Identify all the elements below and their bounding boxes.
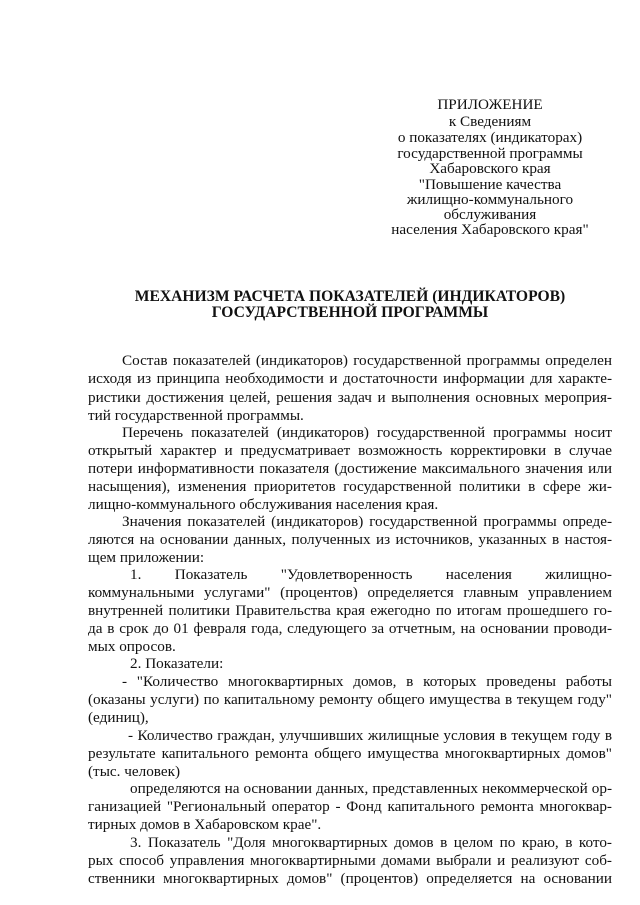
body-line: тий государственной программы. bbox=[88, 407, 304, 424]
body-line: открытый характер и предусматривает возможность корректировки в случае bbox=[88, 442, 612, 459]
appendix-line: государственной программы bbox=[397, 145, 583, 162]
appendix-line: жилищно-коммунального bbox=[406, 191, 574, 208]
body-line: внутренней политики Правительства края ежегодно по итогам прошедшего го- bbox=[88, 602, 612, 619]
document-heading: МЕХАНИЗМ РАСЧЕТА ПОКАЗАТЕЛЕЙ (ИНДИКАТОРОВ) bbox=[134, 288, 566, 305]
body-line: (оказаны услуги) по капитальному ремонту общего имущества в текущем году" bbox=[88, 691, 612, 708]
body-line: ристики достижения целей, решения задач и выполнения основных мероприя- bbox=[88, 389, 612, 406]
body-line: коммунальными услугами" (процентов) определяется главным управлением bbox=[88, 584, 612, 601]
body-line: - Количество граждан, улучшивших жилищные условия в текущем году в bbox=[128, 727, 612, 744]
body-line: тирных домов в Хабаровском крае". bbox=[88, 816, 322, 833]
body-line: (тыс. человек) bbox=[88, 763, 181, 780]
body-line: определяются на основании данных, представленных некоммерческой ор- bbox=[130, 780, 612, 797]
body-line: - "Количество многоквартирных домов, в которых проведены работы bbox=[122, 673, 612, 690]
body-line: 3. Показатель "Доля многоквартирных домов в целом по краю, в кото- bbox=[130, 834, 612, 851]
body-line: потери информативности показателя (достижение максимального значения или bbox=[88, 460, 612, 477]
body-line: Состав показателей (индикаторов) государственной программы определен bbox=[122, 352, 612, 369]
appendix-line: к Сведениям bbox=[448, 113, 532, 130]
document-heading: ГОСУДАРСТВЕННОЙ ПРОГРАММЫ bbox=[211, 304, 489, 321]
body-line: насыщения), изменения приоритетов государственной политики в сфере жи- bbox=[88, 478, 612, 495]
appendix-title: ПРИЛОЖЕНИЕ bbox=[437, 96, 543, 113]
appendix-line: Хабаровского края bbox=[429, 160, 551, 177]
appendix-line: населения Хабаровского края" bbox=[391, 221, 589, 238]
body-line: (единиц), bbox=[88, 709, 149, 726]
body-line: 2. Показатели: bbox=[130, 655, 224, 672]
appendix-line: обслуживания bbox=[443, 206, 537, 223]
body-line: лищно-коммунального обслуживания населения края. bbox=[88, 496, 439, 513]
body-line: да в срок до 01 февраля года, следующего за отчетным, на основании проводи- bbox=[88, 620, 612, 637]
body-line: результате капитального ремонта общего имущества многоквартирных домов" bbox=[88, 745, 612, 762]
body-line: исходя из принципа необходимости и достаточности информации для характе- bbox=[88, 370, 612, 387]
body-line: ляются на основании данных, полученных из источников, указанных в настоя- bbox=[88, 531, 612, 548]
body-line: ганизацией "Региональный оператор - Фонд капитального ремонта многоквар- bbox=[88, 798, 612, 815]
body-line: ственники многоквартирных домов" (процентов) определяется на основании bbox=[88, 870, 612, 887]
body-line: мых опросов. bbox=[88, 638, 176, 655]
body-line: Перечень показателей (индикаторов) государственной программы носит bbox=[122, 424, 612, 441]
body-line: щем приложении: bbox=[88, 549, 205, 566]
appendix-line: "Повышение качества bbox=[418, 176, 562, 193]
body-line: рых способ управления многоквартирными домами выбрали и реализуют соб- bbox=[88, 852, 612, 869]
appendix-line: о показателях (индикаторах) bbox=[397, 129, 583, 146]
body-line: Значения показателей (индикаторов) государственной программы опреде- bbox=[122, 513, 612, 530]
body-line: 1. Показатель "Удовлетворенность населения жилищно- bbox=[130, 566, 612, 583]
